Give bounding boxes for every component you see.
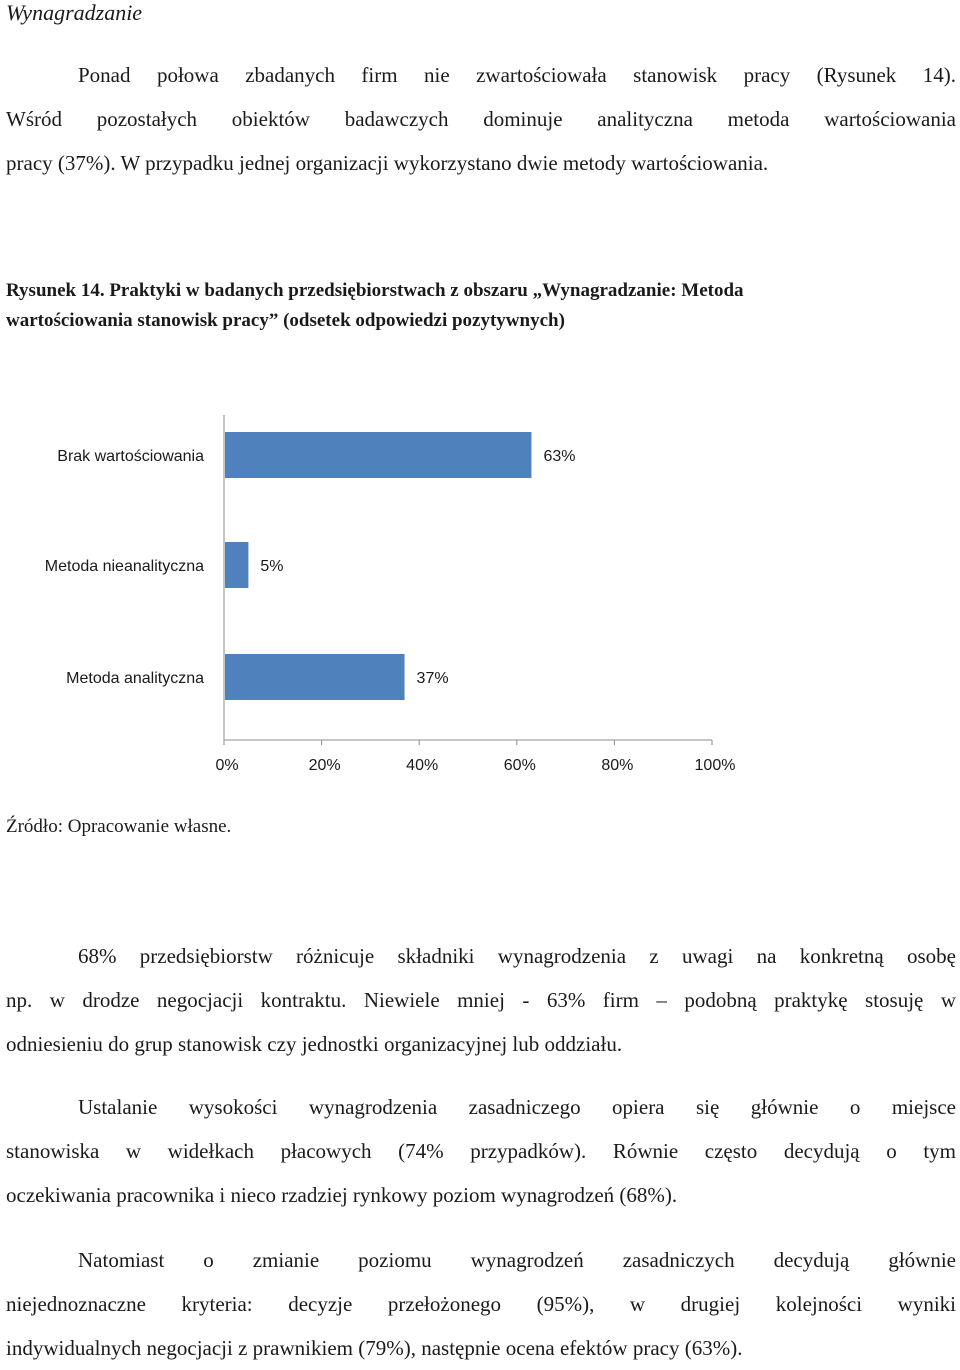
x-tick-label: 80% [601,757,634,774]
paragraph-4 [6,1238,956,1370]
bar [225,654,405,700]
intro-line-2: Wśród pozostałych obiektów badawczych dominuje analityczna metoda wartościowania [6,107,956,131]
x-tick-label: 100% [694,757,736,774]
category-label: Metoda analityczna [66,670,204,687]
paragraph-4-line-1: Natomiast o zmianie poziomu wynagrodzeń zasadniczych decydują głównie [78,1248,956,1272]
x-tick-label: 40% [406,757,439,774]
category-label: Metoda nieanalityczna [44,558,204,575]
data-label: 37% [416,670,449,687]
paragraph-4-line-3: indywidualnych negocjacji z prawnikiem (79%), następnie ocena efektów pracy (63%). [6,1336,743,1360]
data-label: 5% [260,558,284,575]
x-tick-label: 0% [215,757,239,774]
paragraph-3-line-1: Ustalanie wysokości wynagrodzenia zasadniczego opiera się głównie o miejsce [78,1095,956,1119]
intro-line-3: pracy (37%). W przypadku jednej organizacji wykorzystano dwie metody wartościowania. [6,151,769,175]
x-tick-label: 20% [308,757,341,774]
intro-paragraph [6,53,956,185]
intro-line-1: Ponad połowa zbadanych firm nie zwartościowała stanowisk pracy (Rysunek 14). [78,63,956,87]
paragraph-3-line-3: oczekiwania pracownika i nieco rzadziej rynkowy poziom wynagrodzeń (68%). [6,1183,678,1207]
bar-chart-svg [4,415,742,783]
data-label: 63% [543,448,576,465]
figure-caption [6,276,956,336]
paragraph-2-line-3: odniesieniu do grup stanowisk czy jednostki organizacyjnej lub oddziału. [6,1032,623,1056]
paragraph-2 [6,934,956,1066]
category-label: Brak wartościowania [57,448,204,465]
source-note: Źródło: Opracowanie własne. [6,816,232,837]
paragraph-3 [6,1085,956,1217]
x-tick-label: 60% [503,757,536,774]
paragraph-3-line-2: stanowiska w widełkach płacowych (74% przypadków). Równie często decydują o tym [6,1139,956,1163]
bar [225,542,248,588]
section-heading: Wynagradzanie [6,0,143,25]
figure-caption-line-1: Rysunek 14. Praktyki w badanych przedsiębiorstwach z obszaru „Wynagradzanie: Metoda [6,280,744,301]
figure-caption-line-2: wartościowania stanowisk pracy” (odsetek odpowiedzi pozytywnych) [6,310,565,331]
paragraph-2-line-1: 68% przedsiębiorstw różnicuje składniki wynagrodzenia z uwagi na konkretną osobę [78,944,956,968]
paragraph-2-line-2: np. w drodze negocjacji kontraktu. Niewiele mniej - 63% firm – podobną praktykę stosuję w [6,988,956,1012]
bar-chart [4,415,742,783]
paragraph-4-line-2: niejednoznaczne kryteria: decyzje przełożonego (95%), w drugiej kolejności wyniki [6,1292,956,1316]
bar [225,432,531,478]
